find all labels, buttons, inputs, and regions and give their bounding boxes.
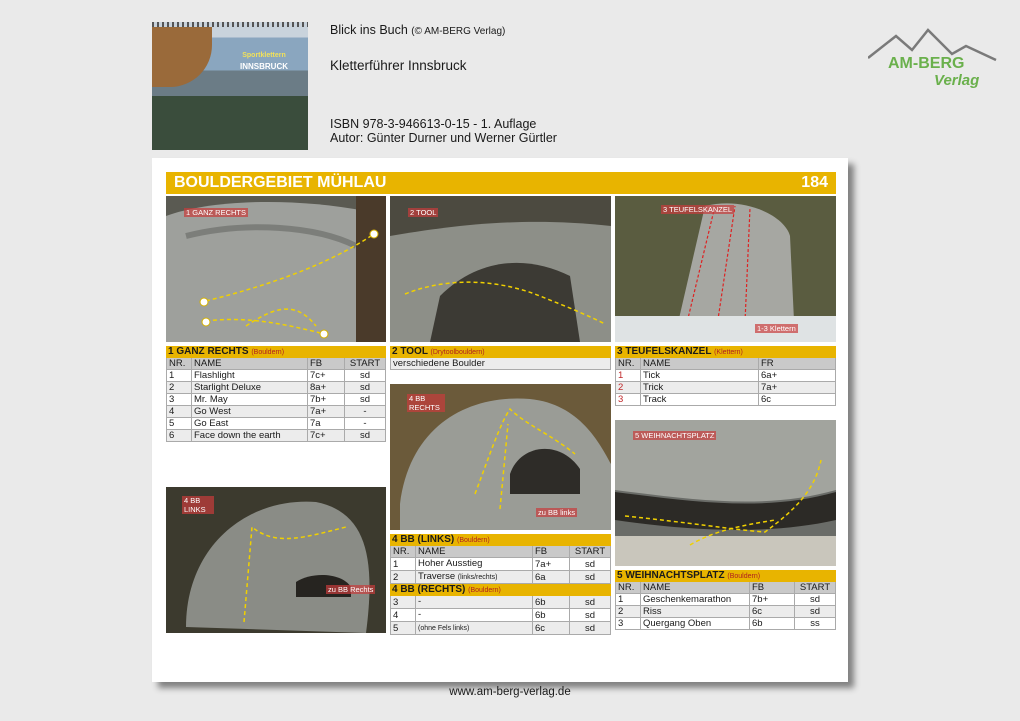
photo-note: 1-3 Klettern	[757, 324, 796, 333]
table-row: 5 (ohne Fels links) 6c sd	[391, 622, 611, 635]
photo-label: 5 WEIHNACHTSPLATZ	[635, 431, 715, 440]
photo-weihnachtsplatz	[615, 420, 836, 566]
book-cover	[152, 22, 308, 150]
table-row: 5 Go East 7a -	[167, 418, 386, 430]
meta-line-1: Blick ins Buch (© AM-BERG Verlag)	[330, 23, 506, 37]
author: Autor: Günter Durner und Werner Gürtler	[330, 131, 557, 145]
photo-label: 4 BB RECHTS	[407, 394, 445, 412]
page-title: BOULDERGEBIET MÜHLAU	[174, 174, 387, 191]
photo-label: 4 BB LINKS	[182, 496, 214, 514]
photo-note: zu BB links	[538, 508, 576, 517]
sector-3-header: 3 TEUFELSKANZEL (Klettern)	[615, 346, 836, 358]
sector-4-header: 4 BB (LINKS) (Bouldern)	[390, 534, 611, 546]
table-row: 6 Face down the earth 7c+ sd	[167, 430, 386, 442]
table-row: 2 Traverse (links/rechts) 6a sd	[391, 571, 611, 584]
table-row: 1 Geschenkemarathon 7b+ sd	[616, 594, 836, 606]
route-table	[390, 596, 611, 635]
sector-2-text: verschiedene Boulder	[391, 358, 611, 370]
mountain-icon	[868, 28, 998, 94]
route-table: NR. NAME FB START 1 Geschenkemarathon 7b+ sd 2 Riss 6c sd 3 Quergang Oben 6b ss	[615, 582, 836, 630]
isbn: ISBN 978-3-946613-0-15 - 1. Auflage	[330, 117, 537, 131]
cover-rock	[152, 27, 212, 87]
page-number: 184	[801, 174, 828, 191]
sector-2-table	[390, 346, 611, 370]
logo-line2: Verlag	[934, 72, 980, 89]
route-table: NR. NAME FR 1 Tick 6a+ 2 Trick 7a+ 3 Track 6c	[615, 358, 836, 406]
page-header	[166, 172, 836, 194]
table-row: 4 Go West 7a+ -	[167, 406, 386, 418]
logo-line1: AM-BERG	[888, 55, 965, 72]
footer-url[interactable]: www.am-berg-verlag.de	[449, 686, 571, 698]
photo-label: 3 TEUFELSKANZEL	[663, 205, 733, 214]
sector-5-header: 5 WEIHNACHTSPLATZ (Bouldern)	[615, 570, 836, 582]
cover-title: Sportklettern	[242, 52, 286, 59]
table-row: 3 Quergang Oben 6b ss	[616, 618, 836, 630]
sector-3-table	[615, 346, 836, 406]
table-row: 3 Mr. May 7b+ sd	[167, 394, 386, 406]
sector-1-header: 1 GANZ RECHTS (Bouldern)	[166, 346, 386, 358]
photo-bb-rechts	[390, 384, 611, 530]
route-table: NR. NAME FB START 1 Flashlight 7c+ sd 2 Starlight Deluxe 8a+ sd 3 Mr. May 7b+ sd 4 Go West 7a+ - 5 Go East 7a - 6 Face down the earth 7c+ sd	[166, 358, 386, 442]
table-row: 1 Tick 6a+	[616, 370, 836, 382]
sector-1-table	[166, 346, 386, 442]
table-row: 1 Hoher Ausstieg 7a+ sd	[391, 558, 611, 571]
table-row: 3 - 6b sd	[391, 596, 611, 609]
cover-subtitle: INNSBRUCK	[240, 62, 288, 71]
photo-label: 1 GANZ RECHTS	[186, 208, 247, 217]
cover-spiral	[152, 22, 308, 27]
am-berg-logo[interactable]	[868, 28, 998, 94]
table-row: 2 Starlight Deluxe 8a+ sd	[167, 382, 386, 394]
sector-4b-header: 4 BB (RECHTS) (Bouldern)	[390, 584, 611, 596]
table-row: 2 Trick 7a+	[616, 382, 836, 394]
table-row: 2 Riss 6c sd	[616, 606, 836, 618]
sector-5-table	[615, 570, 836, 630]
table-row: 3 Track 6c	[616, 394, 836, 406]
book-title: Kletterführer Innsbruck	[330, 58, 467, 73]
photo-ganz-rechts	[166, 196, 386, 342]
sector-4-table	[390, 534, 611, 635]
photo-bb-links	[166, 487, 386, 633]
sector-2-header: 2 TOOL (Drytoolbouldern)	[390, 346, 611, 358]
table-row: 4 - 6b sd	[391, 609, 611, 622]
photo-note: zu BB Rechts	[328, 585, 374, 594]
photo-teufelskanzel	[615, 196, 836, 342]
photo-label: 2 TOOL	[410, 208, 437, 217]
table-row: 1 Flashlight 7c+ sd	[167, 370, 386, 382]
photo-tool	[390, 196, 611, 342]
route-table: NR. NAME FB START 1 Hoher Ausstieg 7a+ sd 2 Traverse (links/rechts) 6a sd	[390, 546, 611, 584]
